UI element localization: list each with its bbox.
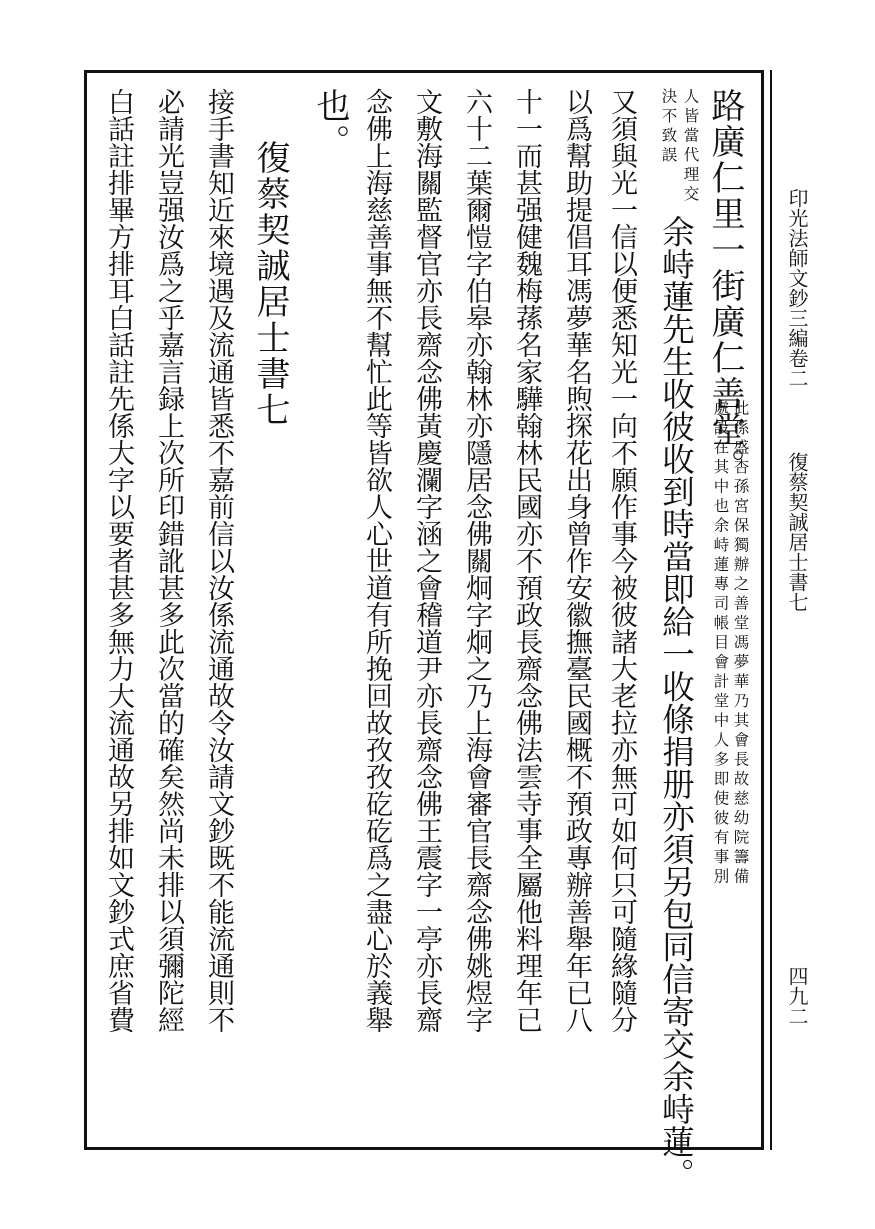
header-divider	[770, 70, 772, 1150]
text-column: 必請光豈强汝爲之乎嘉言録上次所印錯訛甚多此次當的確矣然尚未排以須彌陀經	[153, 88, 184, 1033]
annotation-column: 人皆當代理交	[681, 88, 700, 205]
text-column: 念佛上海慈善事無不幫忙此等皆欲人心世道有所挽回故孜孜矻矻爲之盡心於義舉	[361, 88, 392, 1033]
annotation-column: 處設在其中也余峙蓮專司帳目會計堂中人多即使彼有事別	[711, 400, 730, 888]
text-column: 六十二葉爾愷字伯皋亦翰林亦隱居念佛關炯字炯之乃上海會審官長齋念佛姚煜字	[461, 88, 492, 1033]
annotation-column: 決不致誤	[659, 88, 678, 166]
text-column: 十一而甚强健魏梅蓀名家驊翰林民國亦不預政長齋念佛法雲寺事全屬他料理年已	[511, 88, 542, 1033]
text-column: 余峙蓮先生收彼收到時當即給一收條捐册亦須另包同信寄交余峙蓮。	[657, 215, 696, 1190]
annotation-column: 此係盛杏孫宮保獨辦之善堂馮夢華乃其會長故慈幼院籌備	[731, 400, 750, 888]
text-column: 也。	[310, 88, 350, 160]
book-title: 印光法師文鈔三編卷二	[785, 188, 809, 388]
text-column: 文敷海關監督官亦長齋念佛黃慶瀾字涵之會稽道尹亦長齋念佛王震字一亭亦長齋	[411, 88, 442, 1033]
page-number: 四九二	[785, 966, 809, 1026]
text-column: 接手書知近來境遇及流通皆悉不嘉前信以汝係流通故令汝請文鈔既不能流通則不	[203, 88, 234, 1033]
letter-title: 復蔡契誠居士書七	[250, 140, 290, 428]
text-column: 以爲幫助提倡耳馮夢華名煦探花出身曾作安徽撫臺民國概不預政專辦善舉年已八	[561, 88, 592, 1033]
text-column: 白話註排畢方排耳白話註先係大字以要者甚多無力大流通故另排如文鈔式庶省費	[103, 88, 134, 1033]
section-title: 復蔡契誠居士書七	[785, 452, 809, 612]
text-column: 又須與光一信以便悉知光一向不願作事今被彼諸大老拉亦無可如何只可隨緣隨分	[606, 88, 637, 1033]
text-column: 路廣仁里一街廣仁善堂。	[705, 88, 745, 484]
